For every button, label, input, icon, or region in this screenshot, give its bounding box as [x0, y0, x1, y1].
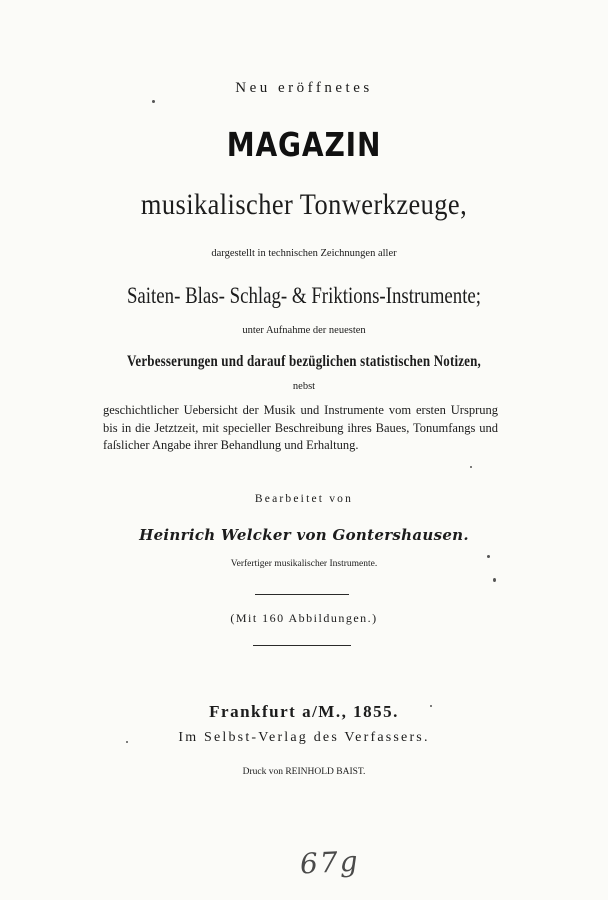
pretitle: Neu eröffnetes	[235, 80, 373, 96]
paper-speck	[430, 705, 432, 707]
divider-rule-top	[255, 594, 349, 595]
handwritten-shelfmark: 67g	[299, 844, 361, 881]
place-and-date: Frankfurt a/M., 1855.	[209, 702, 399, 721]
divider-rule-bottom	[253, 645, 351, 646]
paper-speck	[487, 555, 490, 558]
printer-line: Druck von REINHOLD BAIST.	[242, 767, 366, 777]
author-name: Heinrich Welcker von Gontershausen.	[139, 526, 469, 544]
instruments-line: Saiten- Blas- Schlag- & Friktions-Instrumente;	[126, 283, 482, 308]
connector-line-1: dargestellt in technischen Zeichnungen aller	[211, 248, 397, 259]
paper-speck	[493, 578, 496, 582]
paper-speck	[152, 100, 155, 103]
connector-line-3: nebst	[292, 381, 316, 392]
main-title: MAGAZIN	[226, 125, 382, 164]
subtitle: musikalischer Tonwerkzeuge,	[140, 188, 468, 221]
editor-label: Bearbeitet von	[254, 493, 354, 505]
paper-speck	[470, 466, 472, 468]
author-role: Verfertiger musikalischer Instrumente.	[230, 559, 378, 569]
description-paragraph: geschichtlicher Uebersicht der Musik und Instrumente vom ersten Ursprung bis in die Jetztzeit, mit specieller Beschreibung ihres Baues, Tonumfangs und faſslicher Angabe ihrer Behandlung und Erhaltung.	[103, 403, 498, 452]
publisher-line: Im Selbst-Verlag des Verfassers.	[178, 730, 430, 745]
improvements-line: Verbesserungen und darauf bezüglichen statistischen Notizen,	[127, 353, 481, 370]
illustrations-note: (Mit 160 Abbildungen.)	[230, 611, 378, 625]
connector-line-2: unter Aufnahme der neuesten	[242, 325, 366, 336]
paper-speck	[126, 741, 128, 743]
